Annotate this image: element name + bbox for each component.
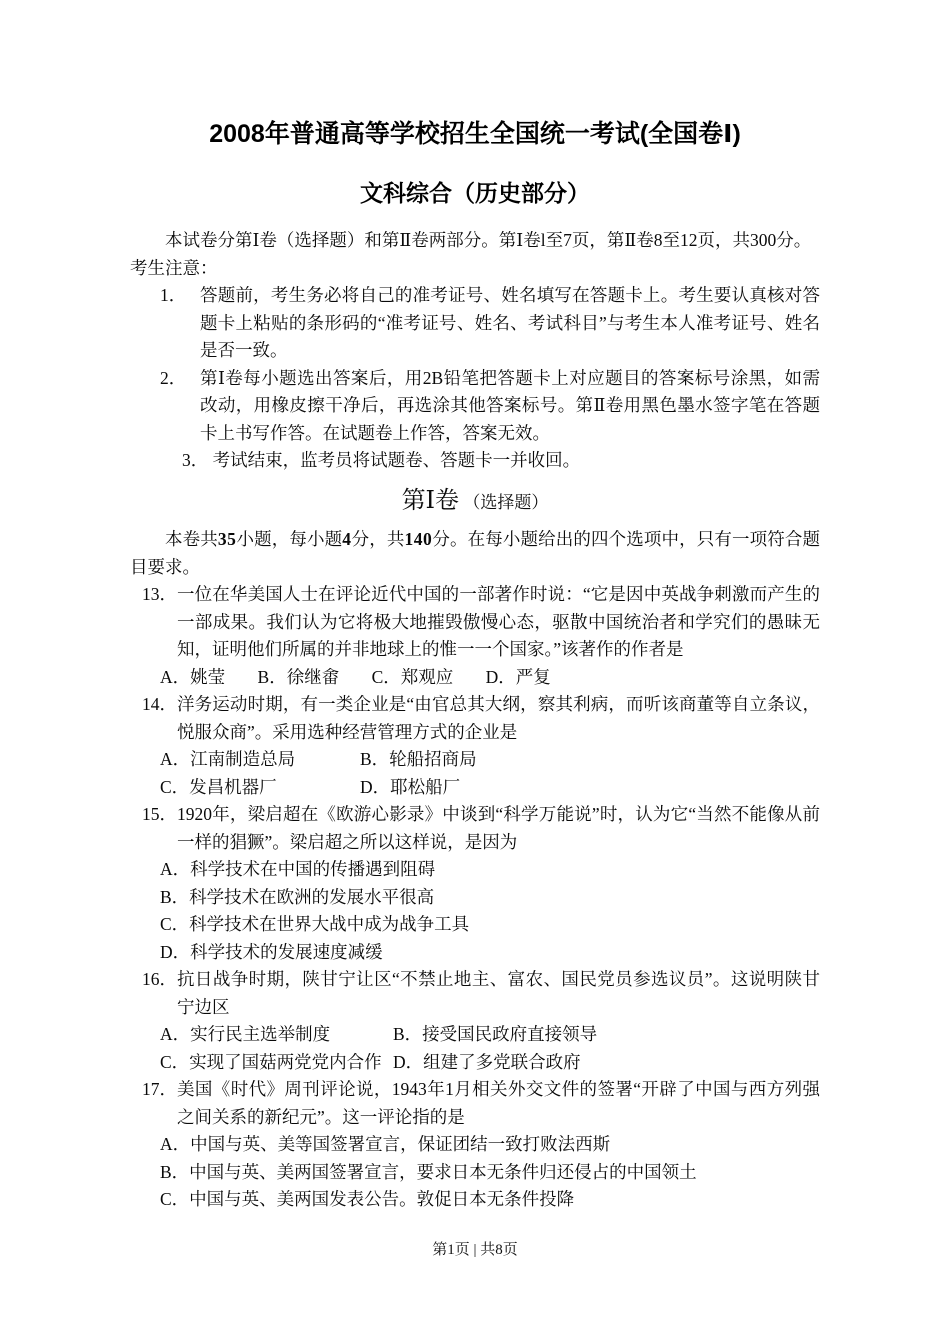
question-text: 一位在华美国人士在评论近代中国的一部著作时说：“它是因中英战争刺激而产生的一部成果。我们认为它将极大地摧毁傲慢心态，驱散中国统治者和学究们的愚昧无知，证明他们所属的并非地球上的惟一一个国家。”该著作的作者是: [177, 584, 820, 659]
options-list: [130, 1131, 820, 1214]
option-d: D．严复: [485, 666, 551, 687]
question-15: [130, 801, 820, 966]
option-c: C．郑观应: [371, 666, 454, 687]
exam-title: 2008年普通高等学校招生全国统一考试(全国卷Ⅰ): [209, 120, 741, 148]
option-a: A．实行民主选举制度: [160, 1024, 331, 1044]
question-17: [130, 1076, 820, 1214]
section-title-note: （选择题）: [463, 492, 549, 512]
options-row: [160, 746, 820, 774]
question-number: 15．: [142, 804, 177, 824]
section-intro-text: 分。在每小题给出的四个选项中，只有一项符合题目要求。: [130, 529, 820, 577]
option-b: B．徐继畬: [257, 666, 340, 687]
notice-number: 2．: [160, 367, 187, 388]
option-b: B．接受国民政府直接领导: [393, 1024, 598, 1044]
section-intro: [130, 526, 820, 581]
question-text: 美国《时代》周刊评论说，1943年1月相关外交文件的签署“开辟了中国与西方列强之间关系的新纪元”。这一评论指的是: [177, 1079, 820, 1127]
question-number: 17．: [142, 1079, 177, 1099]
section-title: 第Ⅰ卷: [401, 487, 460, 514]
question-number: 14．: [142, 694, 177, 714]
section-intro-text: 本卷共: [165, 529, 218, 549]
option-d: D．组建了多党联合政府: [393, 1051, 581, 1072]
option-b: B．中国与英、美两国签署宣言，要求日本无条件归还侵占的中国领土: [160, 1161, 697, 1182]
notice-number: 1．: [160, 285, 187, 305]
exam-preamble: 本试卷分第Ⅰ卷（选择题）和第Ⅱ卷两部分。第Ⅰ卷l至7页，第Ⅱ卷8至12页，共300分。: [165, 230, 812, 250]
option-c: C．科学技术在世界大战中成为战争工具: [160, 914, 470, 934]
exam-subtitle: 文科综合（历史部分）: [360, 180, 590, 206]
option-c: C．中国与英、美两国发表公告。敦促日本无条件投降: [160, 1189, 575, 1209]
option-b: B．轮船招商局: [360, 749, 477, 769]
section-heading: [130, 488, 820, 517]
question-body: [130, 691, 820, 746]
question-body: [130, 966, 820, 1021]
options-row: [130, 664, 820, 692]
options-row: [160, 1049, 820, 1077]
option-c: C．发昌机器厂: [160, 776, 277, 797]
options-grid: [130, 1021, 820, 1076]
option-a: A．科学技术在中国的传播遇到阻碍: [160, 859, 436, 879]
notice-number: 3．: [182, 450, 209, 470]
question-text: 洋务运动时期，有一类企业是“由官总其大纲，察其利病，而听该商董等自立条议，悦服众商”。采用选种经营管理方式的企业是: [177, 694, 820, 742]
option-b: B．科学技术在欧洲的发展水平很高: [160, 886, 435, 907]
option-d: D．科学技术的发展速度减缓: [160, 941, 383, 962]
options-row: [160, 774, 820, 802]
section-intro-text: 分，共: [351, 529, 405, 549]
question-14: [130, 691, 820, 801]
option-c: C．实现了国菇两党党内合作: [160, 1051, 382, 1072]
option-a: A．姚莹: [160, 666, 226, 687]
notice-item-3: [130, 447, 820, 475]
question-text: 1920年，梁启超在《欧游心影录》中谈到“科学万能说”时，认为它“当然不能像从前一样的猖獗”。梁启超之所以这样说，是因为: [177, 804, 820, 852]
notice-item-2: [130, 365, 820, 448]
notice-heading: 考生注意：: [130, 257, 218, 278]
options-list: [130, 856, 820, 966]
option-a: A．中国与英、美等国签署宣言，保证团结一致打败法西斯: [160, 1134, 611, 1154]
total-points: 140: [404, 529, 433, 549]
question-number: 13．: [142, 584, 177, 604]
question-body: [130, 581, 820, 664]
question-count: 35: [217, 529, 237, 549]
option-d: D．耶松船厂: [360, 776, 461, 797]
options-grid: [130, 746, 820, 801]
notice-text: 第Ⅰ卷每小题选出答案后，用2B铅笔把答题卡上对应题目的答案标号涂黑，如需改动，用橡皮擦干净后，再选涂其他答案标号。第Ⅱ卷用黑色墨水签字笔在答题卡上书写作答。在试题卷上作答，答案无效。: [200, 367, 820, 443]
question-text: 抗日战争时期，陕甘宁让区“不禁止地主、富农、国民党员参选议员”。这说明陕甘宁边区: [177, 969, 820, 1017]
options-row: [160, 1021, 820, 1049]
question-13: [130, 581, 820, 691]
section-intro-text: 小题，每小题: [236, 529, 343, 549]
notice-item-1: [130, 282, 820, 365]
question-number: 16．: [142, 969, 177, 989]
page-number-footer: 第1页 | 共8页: [432, 1242, 518, 1258]
question-body: [130, 1076, 820, 1131]
question-body: [130, 801, 820, 856]
notice-text: 考试结束，监考员将试题卷、答题卡一并收回。: [212, 450, 581, 470]
notice-text: 答题前，考生务必将自己的准考证号、姓名填写在答题卡上。考生要认真核对答题卡上粘贴的条形码的“准考证号、姓名、考试科目”与考生本人准考证号、姓名是否一致。: [200, 285, 820, 360]
question-16: [130, 966, 820, 1076]
points-per-question: 4: [342, 529, 352, 549]
option-a: A．江南制造总局: [160, 749, 296, 769]
